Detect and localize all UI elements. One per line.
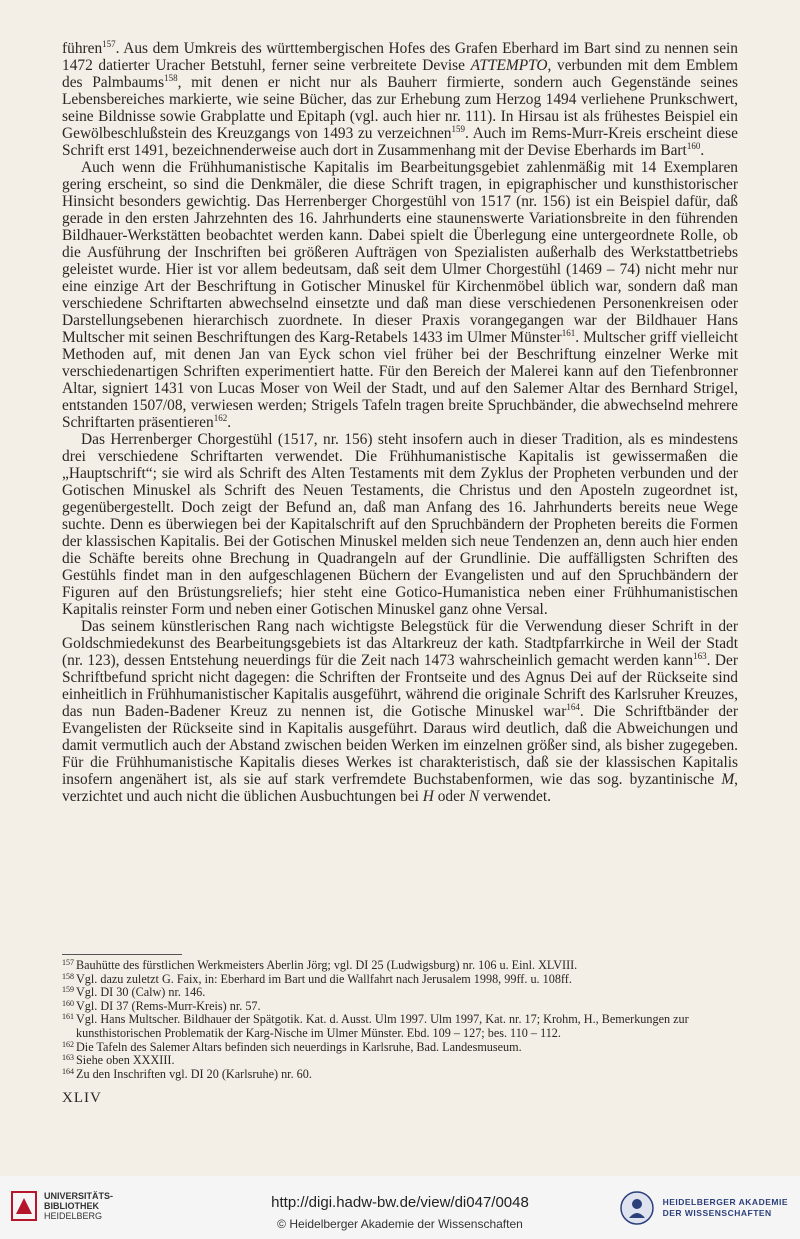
footnote-text: Vgl. Hans Multscher. Bildhauer der Spätgotik. Kat. d. Ausst. Ulm 1997. Ulm 1997, Kat. nr. 17; Krohm, H., Bemerkungen zur kunsthistorischen Problematik der Karg-Nische im Ulmer Münster. Ebd. 109 – 127; bes. 110 – 112. [76, 1012, 689, 1040]
footnote-number: 163 [62, 1053, 74, 1063]
footnote [62, 1000, 738, 1014]
text-run: , mit denen er nicht nur als Bauherr firmierte, sondern auch Gegenstände seines Lebensbereiches markierte, wie seine Bücher, das zur Erhebung zum Herzog 1494 verliehene Prunkschwert, seine Bildnisse sowie Grabplatte und Epitaph (vgl. auch hier nr. 111). In Hirsau ist als frühestes Beispiel ein Gewölbeschlußstein des Kreuzgangs von 1493 zu verzeichnen [62, 74, 739, 142]
text-run: . Der Schriftbefund spricht nicht dagegen: die Schriften der Frontseite und des Agnus Dei auf der Rückseite sind einheitlich in Frühhumanistischer Kapitalis ausgeführt, während die originale Schrift des Karlsruher Kreuzes, das nun Baden-Badener Kreuz zu nennen ist, die Gotische Minuskel war [62, 652, 738, 720]
text-run: Das seinem künstlerischen Rang nach wichtigste Belegstück für die Verwendung dieser Schrift in der Goldschmiedekunst des Bearbeitungsgebiets ist das Altarkreuz der kath. Stadtpfarrkirche in Weil der Stadt (nr. 123), dessen Entstehung neuerdings für die Zeit nach 1473 wahrscheinlich gemacht werden kann [62, 618, 738, 669]
footnote-ref: 158 [164, 73, 178, 83]
text-run: Auch wenn die Frühhumanistische Kapitalis im Bearbeitungsgebiet zahlenmäßig mit 14 Exemplaren gering erscheint, so sind die Denkmäler, die diese Schrift tragen, in epigraphischer und kunsthistorischer Hinsicht besonders gewichtig. Das Herrenberger Chorgestühl von 1517 (nr. 156) ist ein Beispiel dafür, daß gerade in den ersten Jahrzehnten des 16. Jahrhunderts eine staunenswerte Variationsbreite in den führenden Bildhauer-Werkstätten beobachtet werden kann. Dabei spielt die Überlegung eine untergeordnete Rolle, ob die Ausführung der Inschriften bei größeren Aufträgen von Spezialisten außerhalb des Werkstattbetriebs geleistet wurde. Hier ist vor allem bedeutsam, daß seit dem Ulmer Chorgestühl (1469 – 74) nicht mehr nur eine einzige Art der Beschriftung in Gotischer Minuskel für Kirchenmöbel üblich war, sondern daß man verschiedene Schriftarten abwechselnd einsetzte und daß man diese verschiedenen Personenkreisen oder Darstellungsebenen hierarchisch zuordnete. In dieser Praxis vorangegangen war der Bildhauer Hans Multscher mit seinen Beschriftungen des Karg-Retabels 1433 im Ulmer Münster [62, 159, 738, 346]
footnote-text: Vgl. DI 30 (Calw) nr. 146. [76, 985, 206, 1000]
paragraph [62, 40, 738, 159]
text-run: . [227, 414, 232, 431]
digitization-footer [0, 1176, 800, 1239]
footnote [62, 986, 738, 1000]
text-run: . [700, 142, 705, 159]
footnote [62, 1068, 738, 1082]
footnote-divider [62, 954, 182, 955]
footnote [62, 973, 738, 987]
footnote-ref: 160 [686, 141, 701, 151]
text-run: , verbunden mit dem Emblem des Palmbaums [62, 57, 738, 91]
academy-line-2: DER WISSENSCHAFTEN [662, 1208, 772, 1218]
footnote-ref: 163 [693, 651, 707, 661]
text-run: . Aus dem Umkreis des württembergischen Hofes des Grafen Eberhard im Bart sind zu nennen sein 1472 datierter Uracher Betstuhl, ferner seine verbreitete Devise [62, 40, 738, 74]
footnote [62, 959, 738, 973]
italic-text: N [468, 788, 480, 805]
footnote-number: 159 [62, 985, 74, 995]
footnote-ref: 162 [213, 413, 228, 423]
source-url-link[interactable]: http://digi.hadw-bw.de/view/di047/0048 [271, 1194, 529, 1211]
ub-line-2: BIBLIOTHEK [44, 1201, 99, 1211]
academy-seal-icon [619, 1190, 655, 1226]
footnote-ref: 159 [451, 124, 465, 134]
academy-line-1: HEIDELBERGER AKADEMIE [662, 1197, 788, 1207]
body-paragraphs [62, 40, 738, 805]
footnote-text: Bauhütte des fürstlichen Werkmeisters Aberlin Jörg; vgl. DI 25 (Ludwigsburg) nr. 106 u. Einl. XLVIII. [76, 958, 578, 972]
italic-text: ATTEMPTO [470, 57, 548, 74]
paragraph [62, 159, 738, 431]
footnote-number: 160 [62, 998, 74, 1008]
academy-logo[interactable] [619, 1190, 788, 1226]
page-number: XLIV [62, 1090, 102, 1106]
italic-text: M [721, 771, 735, 788]
footnote-number: 158 [62, 971, 74, 981]
footnote-number: 164 [62, 1066, 74, 1076]
footnote-ref: 157 [102, 39, 116, 49]
footnote-ref: 161 [561, 328, 576, 338]
paragraph [62, 618, 738, 805]
copyright-notice: © Heidelberger Akademie der Wissenschaften [277, 1217, 523, 1231]
footnote [62, 1041, 738, 1055]
footnote-number: 161 [62, 1012, 74, 1022]
footnote-text: Die Tafeln des Salemer Altars befinden sich neuerdings in Karlsruhe, Bad. Landesmuseum. [76, 1039, 522, 1054]
text-run: Das Herrenberger Chorgestühl (1517, nr. 156) steht insofern auch in dieser Tradition, als es mindestens drei verschiedene Schriftarten verwendet. Die Frühhumanistische Kapitalis ist gewissermaßen die „Hauptschrift“; sie wird als Schrift des Alten Testaments mit dem Zyklus der Propheten verbunden und der Gotischen Minuskel als Schrift des Neuen Testaments, die Christus und den Aposteln zugeordnet ist, gegenübergestellt. Doch zeigt der Befund an, daß man Anfang des 16. Jahrhunderts bereits neue Wege suchte. Denn es überwiegen bei der Kapitalschrift auf den Spruchbändern der Propheten bereits die Formen der klassischen Kapitalis. Bei der Gotischen Minuskel melden sich neue Tendenzen an, denn auch hier enden die Schäfte bereits ohne Brechung in Quadrangeln auf der Grundlinie. Die auffälligsten Schriften des Gestühls findet man in den aufgeschlagenen Büchern der Evangelisten und auf den Spruchbändern der Figuren auf den Brüstungsreliefs; hier steht eine Gotico-Humanistica neben einer Frühhumanistischen Kapitalis reinster Form und neben einer Gotischen Minuskel ganz ohne Versal. [62, 431, 738, 618]
text-run: . Die Schriftbänder der Evangelisten der Rückseite sind in Kapitalis ausgeführt. Daraus wird deutlich, daß die Abweichungen und damit vermutlich auch der Abstand zwischen beiden Werken im einzelnen größer sind, als bisher zugegeben. Für die Frühhumanistische Kapitalis dieses Werkes ist charakteristisch, daß sie der klassischen Kapitalis insofern angenähert ist, als sie auf stark verfremdete Buchstabenformen, wie das sog. byzantinische [62, 703, 738, 788]
ub-line-3: HEIDELBERG [44, 1211, 103, 1221]
text-run: oder [433, 788, 469, 805]
ub-line-1: UNIVERSITÄTS- [44, 1191, 114, 1201]
footnote-text: Siehe oben XXXIII. [76, 1053, 175, 1068]
footnote-text: Vgl. dazu zuletzt G. Faix, in: Eberhard im Bart und die Wallfahrt nach Jerusalem 1998, 99ff. u. 108ff. [76, 971, 572, 986]
text-run: . Auch im Rems-Murr-Kreis erscheint diese Schrift erst 1491, bezeichnenderweise auch dort in Zusammenhang mit der Devise Eberhards im Bart [62, 125, 738, 159]
paragraph [62, 431, 738, 618]
footnote-ref: 164 [566, 702, 580, 712]
footnote-number: 157 [62, 958, 74, 967]
text-run: , verzichtet und auch nicht die üblichen Ausbuchtungen bei [62, 771, 738, 805]
footnote [62, 1054, 738, 1068]
italic-text: H [422, 788, 434, 805]
text-run: . Multscher griff vielleicht Methoden auf, mit denen Jan van Eyck schon viel früher bei der Beschriftung einzelner Werke mit verschiedenartigen Schriften experimentiert hatte. Für den Bereich der Malerei kann auf den Tiefenbronner Altar, signiert 1431 von Lucas Moser von Weil der Stadt, und auf den Salemer Altar des Bernhard Strigel, entstanden 1507/08, verwiesen werden; Strigels Tafeln tragen breite Spruchbänder, die abwechselnd mehrere Schriftarten präsentieren [62, 329, 738, 431]
footnote [62, 1013, 738, 1040]
text-run: führen [62, 40, 103, 57]
footnote-number: 162 [62, 1039, 74, 1049]
footnote-text: Vgl. DI 37 (Rems-Murr-Kreis) nr. 57. [76, 998, 261, 1013]
footnote-text: Zu den Inschriften vgl. DI 20 (Karlsruhe) nr. 60. [76, 1066, 312, 1081]
text-run: verwendet. [479, 788, 551, 805]
main-text [62, 40, 738, 805]
footnotes [62, 959, 738, 1081]
